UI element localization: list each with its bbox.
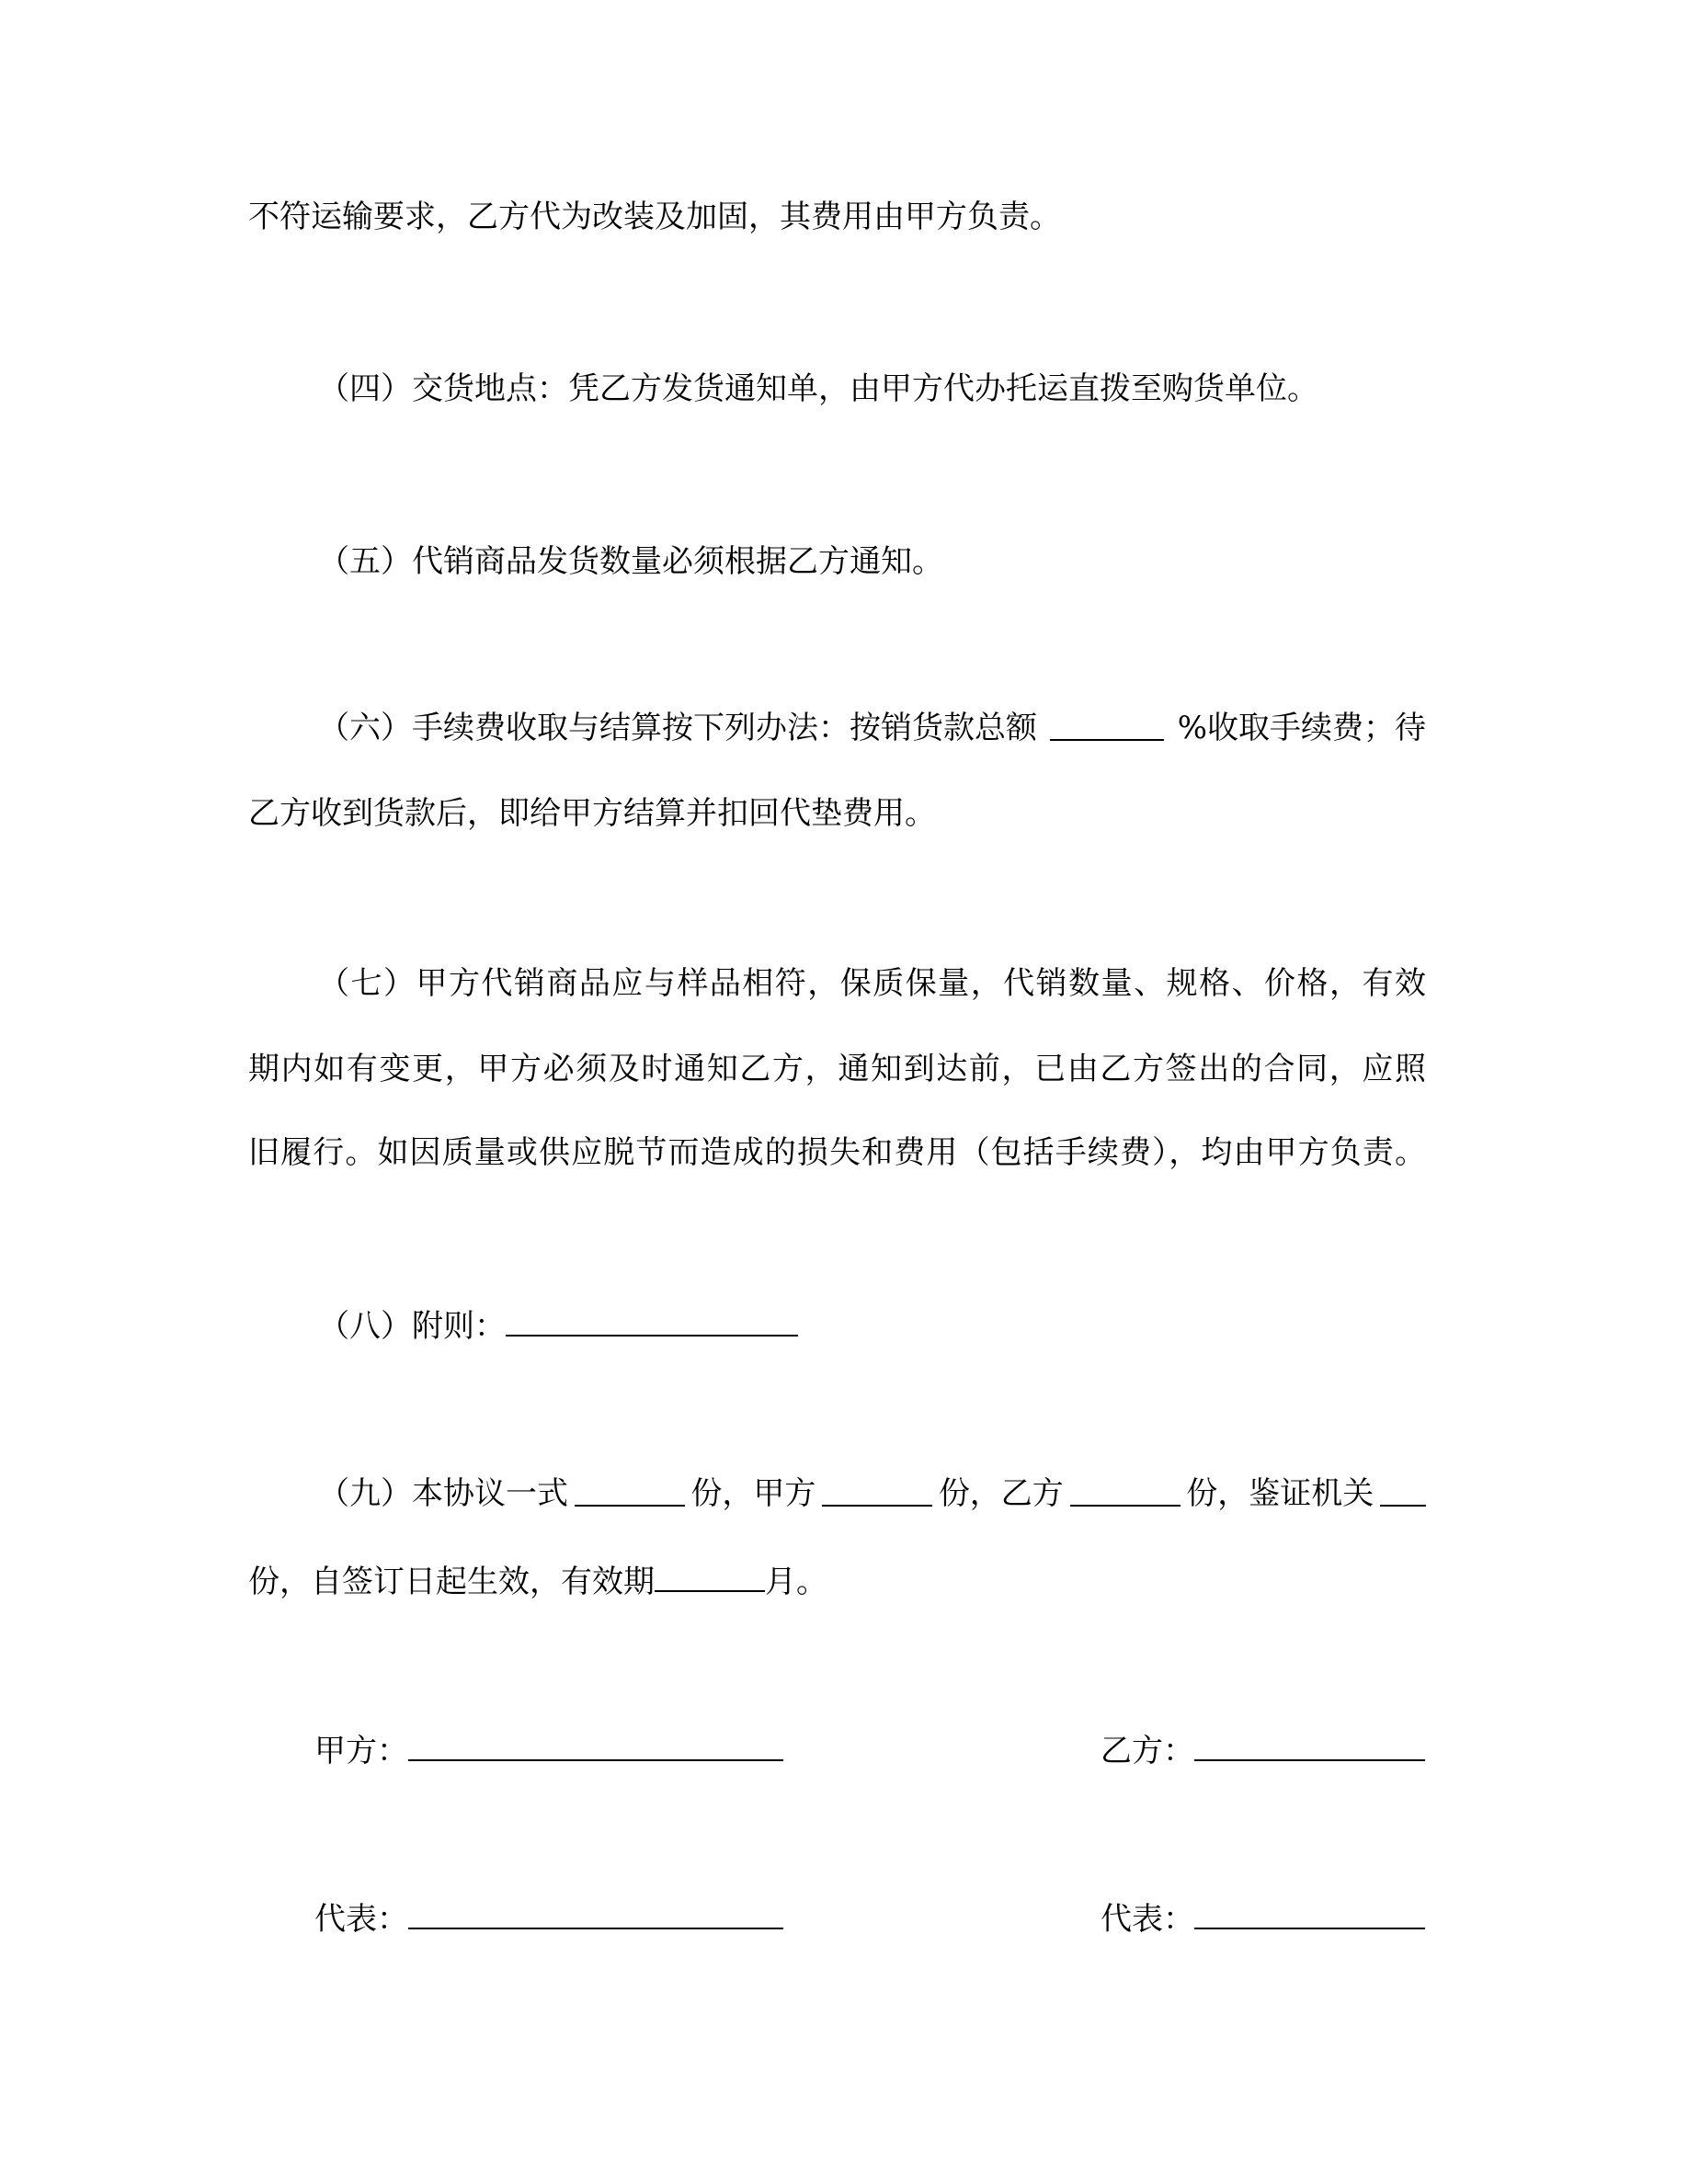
p8-label: （八）附则： <box>318 1308 506 1345</box>
paragraph-4: （四）交货地点：凭乙方发货通知单，由甲方代办托运直拨至购货单位。 <box>318 370 1318 407</box>
party-b-label: 乙方： <box>1101 1733 1194 1769</box>
p9-text-f: 月。 <box>765 1564 827 1600</box>
p9-text-a: （九）本协议一式 <box>318 1475 568 1512</box>
party-a-blank <box>408 1728 783 1761</box>
total-copies-blank <box>575 1473 685 1507</box>
p9-text-c: 份，乙方 <box>938 1475 1064 1512</box>
party-b-blank <box>1194 1728 1425 1761</box>
p6-text-b: %收取手续费；待 <box>1177 710 1426 746</box>
party-a-representative <box>314 1896 783 1939</box>
paragraph-6-line-1 <box>248 708 1426 748</box>
supplementary-terms-blank <box>506 1303 798 1337</box>
p9-text-d: 份，鉴证机关 <box>1186 1475 1374 1512</box>
paragraph-7-line-2: 期内如有变更，甲方必须及时通知乙方，通知到达前，已由乙方签出的合同，应照 <box>248 1051 1426 1087</box>
p6-text-a: （六）手续费收取与结算按下列办法：按销货款总额 <box>318 710 1037 746</box>
p9-text-e: 份，自签订日起生效，有效期 <box>248 1564 655 1600</box>
rep-a-blank <box>408 1896 783 1929</box>
paragraph-6-line-2: 乙方收到货款后，即给甲方结算并扣回代垫费用。 <box>248 795 936 832</box>
paragraph-7-line-1: （七）甲方代销商品应与样品相符，保质保量，代销数量、规格、价格，有效 <box>318 965 1426 1002</box>
validity-months-blank <box>655 1559 765 1592</box>
paragraph-8 <box>248 1303 1426 1347</box>
rep-b-label: 代表： <box>1101 1901 1194 1938</box>
paragraph-9-line-2 <box>248 1559 1426 1602</box>
authority-copies-blank <box>1380 1473 1426 1507</box>
p9-text-b: 份，甲方 <box>690 1475 816 1512</box>
paragraph-7-line-3: 旧履行。如因质量或供应脱节而造成的损失和费用（包括手续费），均由甲方负责。 <box>248 1134 1426 1171</box>
rep-a-label: 代表： <box>314 1901 408 1938</box>
fee-percent-blank <box>1050 708 1164 741</box>
paragraph-5: （五）代销商品发货数量必须根据乙方通知。 <box>318 543 943 580</box>
rep-b-blank <box>1194 1896 1425 1929</box>
party-b-signature <box>1101 1728 1425 1771</box>
party-a-signature <box>314 1728 783 1771</box>
party-b-representative <box>1101 1896 1425 1939</box>
paragraph-3-tail: 不符运输要求，乙方代为改装及加固，其费用由甲方负责。 <box>248 199 1061 235</box>
paragraph-9-line-1 <box>248 1473 1426 1514</box>
party-b-copies-blank <box>1070 1473 1180 1507</box>
party-a-label: 甲方： <box>314 1733 408 1769</box>
party-a-copies-blank <box>822 1473 932 1507</box>
